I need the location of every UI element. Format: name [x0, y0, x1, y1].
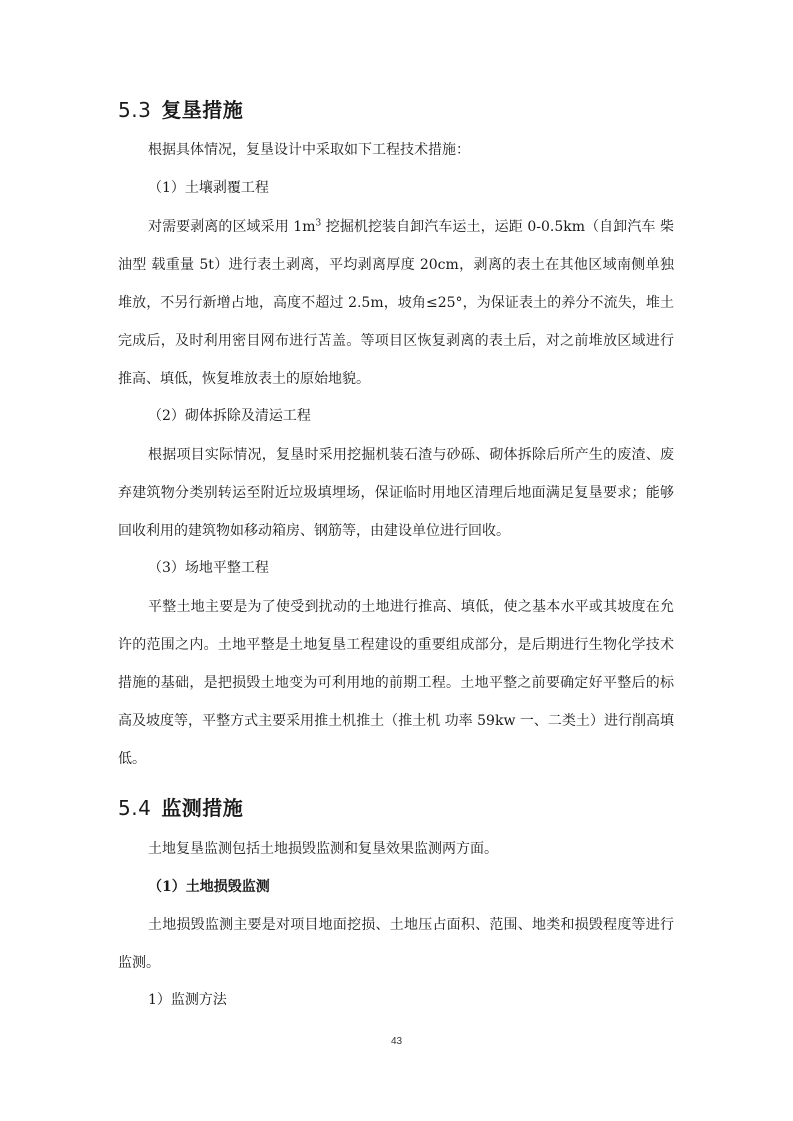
section-title: 复垦措施: [161, 98, 244, 122]
section-heading-5-4: [118, 792, 243, 821]
section-number: 5.3: [118, 98, 152, 122]
item-1-title: （1）土壤剥覆工程: [148, 180, 269, 196]
item-2-title: （2）砌体拆除及清运工程: [148, 408, 311, 424]
paragraph-item-1: 对需要剥离的区域采用 $1m^3$ 挖掘机挖装自卸汽车运土，运距 0-0.5km（自卸汽车 柴油型 载重量 5t）进行表土剥离，平均剥离厚度 20cm，剥离的表土在其他区域南侧单独堆放，不另行新增占地，高度不超过 2.5m，坡角≤25°，为保证表土的养分不流失，堆土完成后，及时利用密目网布进行苫盖。等项目区恢复剥离的表土后，对之前堆放区域进行推高、填低，恢复堆放表土的原始地貌。: [118, 218, 674, 387]
section-title: 监测措施: [161, 796, 244, 820]
page-number: 43: [390, 1036, 403, 1047]
paragraph-item-3: 平整土地主要是为了使受到扰动的土地进行推高、填低，使之基本水平或其坡度在允许的范围之内。土地平整是土地复垦工程建设的重要组成部分，是后期进行生物化学技术措施的基础，是把损毁土地变为可利用地的前期工程。土地平整之前要确定好平整后的标高及坡度等，平整方式主要采用推土机推土（推土机 功率 59kw 一、二类土）进行削高填低。: [118, 599, 674, 767]
item-3-title: （3）场地平整工程: [148, 560, 269, 576]
paragraph-item-2: 根据项目实际情况，复垦时采用挖掘机装石渣与砂砾、砌体拆除后所产生的废渣、废弃建筑物分类别转运至附近垃圾填埋场，保证临时用地区清理后地面满足复垦要求；能够回收利用的建筑物如移动箱房、钢筋等，由建设单位进行回收。: [118, 447, 674, 539]
paragraph-intro: 根据具体情况，复垦设计中采取如下工程技术措施：: [148, 142, 470, 158]
section-heading-5-3: [118, 94, 243, 123]
paragraph-monitor-1: 土地损毁监测主要是对项目地面挖损、土地压占面积、范围、地类和损毁程度等进行监测。: [118, 917, 674, 971]
method-title: 1）监测方法: [148, 992, 227, 1008]
paragraph-monitor: 土地复垦监测包括土地损毁监测和复垦效果监测两方面。: [148, 841, 498, 857]
section-number: 5.4: [118, 796, 152, 820]
monitor-1-title: （1）土地损毁监测: [148, 879, 270, 895]
